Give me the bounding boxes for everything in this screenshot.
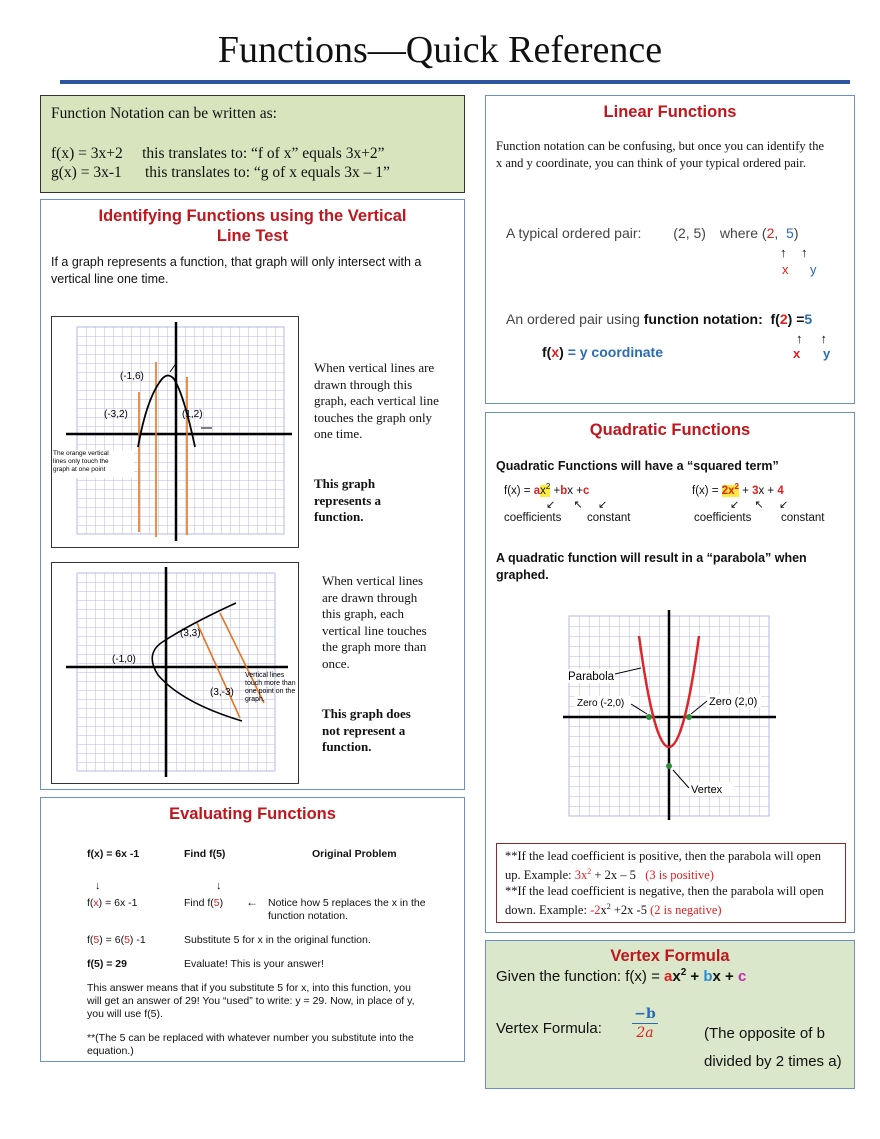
eval-col2-header: Find f(5) [184, 848, 226, 860]
pair-x-label: x [782, 262, 789, 277]
example-constant: constant [781, 512, 825, 524]
notation-text-2: this translates to: “g of x equals 3x – 1” [144, 164, 390, 181]
graph-1-label-a: (-1,6) [120, 371, 144, 382]
eval-arrow-2: ↓ [216, 880, 222, 892]
vertex-heading: Vertex Formula [610, 947, 730, 965]
eval-row1-a: f(x) = 6x -1 [87, 897, 138, 909]
graph-1-note: The orange vertical lines only touch the graph at one point [53, 450, 109, 473]
lead-coefficient-note: **If the lead coefficient is positive, then the parabola will open up. Example: $3x^2 + 2x - 5$ (3 is positive) **If the lead coefficient is negative, then the parabola will open down. Example: $-2x^2 +2x$ -5 (2 is negative) [496, 843, 846, 923]
generic-coefficients: coefficients [504, 512, 562, 524]
typical-pair: (2, 5) [673, 225, 706, 241]
note1-text: **If the lead coefficient is positive, then the parabola will open up. Example: [505, 849, 821, 883]
graph-2-label-a: (3,3) [180, 628, 201, 639]
vertex-denominator: 2a [636, 1025, 654, 1041]
fn-pair-label: An ordered pair using [506, 311, 640, 327]
zero-label-2: Zero (2,0) [709, 696, 758, 708]
note1-sign: (3 is positive) [645, 868, 714, 883]
pair-y-label: y [810, 262, 817, 277]
vertical-line-intro: If a graph represents a function, that graph will only intersect with a vertical line one time. [51, 255, 422, 286]
typical-pair-row: A typical ordered pair: (2, 5) where (2, 5) [506, 225, 799, 241]
vertex-fraction [632, 1006, 658, 1041]
pair-arrows: ↑ ↑ [780, 245, 808, 260]
notation-text-1: this translates to: “f of x” equals 3x+2” [142, 145, 385, 162]
eval-col3-header: Original Problem [312, 848, 397, 860]
graph-2-frame [51, 562, 299, 784]
evaluating-box [40, 797, 465, 1062]
generic-arrows: ↙ ↖ ↙ [546, 499, 608, 511]
vertex-explain: (The opposite of b divided by 2 times a) [704, 1025, 842, 1070]
eval-row3-a: f(5) = 29 [87, 958, 127, 970]
eval-row1-arrow: ← [246, 895, 258, 909]
quadratic-heading: Quadratic Functions [589, 421, 751, 439]
graph-1-grid [77, 327, 284, 534]
graph-1-conclusion: This graph represents a function. [314, 476, 382, 524]
graph-1-label-b: (-3,2) [104, 409, 128, 420]
eval-row1-b: Find f(5) [184, 897, 224, 909]
generic-form: $f(x) = ax^2 +bx +c$ [504, 482, 590, 497]
title-rule [60, 80, 850, 84]
vertex-box [485, 940, 855, 1089]
generic-constant: constant [587, 512, 631, 524]
fn-y-label: y [823, 346, 831, 361]
graph-2 [52, 563, 297, 782]
quadratic-box [485, 412, 855, 933]
parabola-graph [561, 608, 781, 823]
vertex-given: Given the function: $f(x) = ax^2$ + bx + c [496, 967, 747, 985]
graph-1 [52, 317, 297, 546]
example-form: $f(x) = 2x^2 + 3x + 4$ [692, 482, 784, 497]
graph-2-label-b: (-1,0) [112, 654, 136, 665]
fn-pair-row: An ordered pair using function notation: f(2) =5 [506, 311, 813, 327]
notation-expr-1: f(x) = 3x+2 [51, 145, 123, 162]
eval-note: **(The 5 can be replaced with whatever number you substitute into the equation.) [87, 1032, 414, 1057]
notation-line-1 [51, 144, 454, 163]
example-arrows: ↙ ↖ ↙ [730, 499, 789, 511]
eval-row1-c: Notice how 5 replaces the x in the function notation. [268, 897, 426, 922]
note2-text: **If the lead coefficient is negative, then the parabola will open down. Example: [505, 884, 824, 918]
where-word: where [719, 225, 759, 241]
eval-row2-a: f(5) = 6(5) -1 [87, 934, 146, 946]
notation-expr-2: g(x) = 3x-1 [51, 164, 122, 181]
eval-row2-b: Substitute 5 for x in the original function. [184, 934, 371, 946]
linear-box [485, 95, 855, 404]
graph-2-description: When vertical lines are drawn through this graph, each vertical line touches the graph more than once. [322, 573, 427, 671]
vertex-formula-label: Vertex Formula: [496, 1020, 602, 1037]
graph-1-description: When vertical lines are drawn through this graph, each vertical line touches the graph only one time. [314, 360, 439, 441]
page-title: Functions—Quick Reference [217, 29, 663, 71]
fx-coordinate: f(x) = y coordinate [542, 344, 663, 360]
vertical-line-box [40, 199, 465, 790]
parabola-text: A quadratic function will result in a “parabola” when graphed. [496, 551, 807, 582]
graph-1-label-c: (1,2) [182, 409, 203, 420]
graph-2-label-c: (3,-3) [210, 687, 234, 698]
eval-row3-b: Evaluate! This is your answer! [184, 958, 324, 970]
zero-point-2 [686, 714, 692, 720]
linear-intro: Function notation can be confusing, but once you can identify the x and y coordinate, you can think of your typical ordered pair. [496, 139, 825, 170]
example-coefficients: coefficients [694, 512, 752, 524]
vertex-given-text: Given the function: f(x) = [496, 968, 664, 985]
evaluating-heading: Evaluating Functions [169, 805, 336, 823]
parabola-label: Parabola [568, 671, 615, 683]
vertical-line-heading: Identifying Functions using the Vertical Line Test [98, 207, 407, 245]
graph-2-conclusion: This graph does not represent a function. [322, 706, 411, 754]
zero-point-1 [646, 714, 652, 720]
vertex-label: Vertex [691, 784, 723, 796]
fn-pair-label-bold: function notation: [643, 311, 763, 327]
squared-term-text: Quadratic Functions will have a “squared term” [496, 459, 779, 473]
eval-arrow-1: ↓ [95, 880, 101, 892]
eval-col1-header: f(x) = 6x -1 [87, 848, 140, 860]
graph-2-note: Vertical lines touch more than one point on the graph. [245, 672, 296, 703]
linear-heading: Linear Functions [603, 103, 737, 121]
note2-sign: (2 is negative) [650, 903, 722, 918]
graph-1-frame [51, 316, 299, 548]
notation-box [40, 95, 465, 193]
notation-line-2 [51, 163, 454, 182]
vertex-numerator: −b [632, 1006, 658, 1024]
notation-heading: Function Notation can be written as: [51, 105, 277, 122]
zero-label-1: Zero (-2,0) [577, 698, 625, 709]
vertex-point [666, 763, 672, 769]
fn-x-label: x [793, 346, 801, 361]
typical-pair-label: A typical ordered pair: [506, 225, 642, 241]
eval-explain: This answer means that if you substitute 5 for x, into this function, you will get an answer of 29! You “used” to write: y = 29. Now, in place of y, you will use f(5). [87, 982, 415, 1020]
fn-arrows: ↑ ↑ [796, 331, 828, 346]
